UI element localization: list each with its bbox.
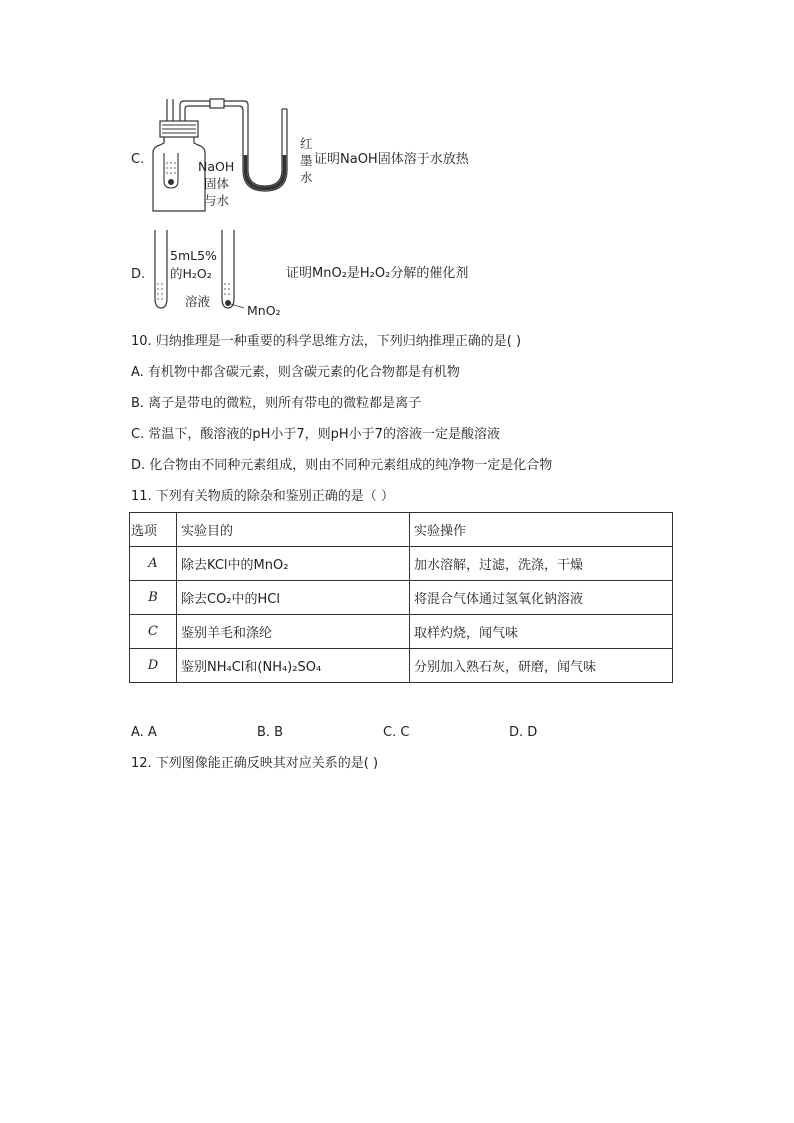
question-10-option-c: C. 常温下，酸溶液的pH小于7，则pH小于7的溶液一定是酸溶液 <box>131 427 500 442</box>
table-cell: A <box>130 547 177 581</box>
options-table <box>129 512 673 683</box>
solid-label: 固体 <box>204 176 230 191</box>
table-header-cell: 实验目的 <box>177 513 410 547</box>
mno2-label: MnO₂ <box>247 303 281 318</box>
question-10-option-d: D. 化合物由不同种元素组成，则由不同种元素组成的纯净物一定是化合物 <box>131 458 553 473</box>
table-row <box>130 615 673 649</box>
table-row <box>130 581 673 615</box>
table-row <box>130 547 673 581</box>
red-ink-label-1: 红 <box>300 136 313 151</box>
volume-label: 5mL5% <box>170 248 217 263</box>
h2o2-label: 的H₂O₂ <box>170 266 212 281</box>
solution-label: 溶液 <box>185 294 211 309</box>
question-10-option-b: B. 离子是带电的微粒，则所有带电的微粒都是离子 <box>131 396 422 411</box>
table-cell: 取样灼烧，闻气味 <box>410 615 673 649</box>
question-10-option-a: A. 有机物中都含碳元素，则含碳元素的化合物都是有机物 <box>131 365 460 380</box>
red-ink-label-2: 墨 <box>300 153 313 168</box>
table-cell: 除去KCl中的MnO₂ <box>177 547 410 581</box>
option-c-letter: C. <box>131 152 145 167</box>
answer-option-b: B. B <box>257 725 284 740</box>
with-water-label: 与水 <box>204 193 230 208</box>
table-header-cell: 实验操作 <box>410 513 673 547</box>
table-cell: B <box>130 581 177 615</box>
question-10-stem: 10. 归纳推理是一种重要的科学思维方法，下列归纳推理正确的是( ) <box>131 334 522 349</box>
option-d-purpose: 证明MnO₂是H₂O₂分解的催化剂 <box>286 266 469 281</box>
question-11-stem: 11. 下列有关物质的除杂和鉴别正确的是（ ） <box>131 489 394 504</box>
table-cell: C <box>130 615 177 649</box>
table-cell: 鉴别NH₄Cl和(NH₄)₂SO₄ <box>177 649 410 683</box>
answer-option-d: D. D <box>509 725 538 740</box>
naoh-label: NaOH <box>198 159 235 174</box>
table-header-row <box>130 513 673 547</box>
table-cell: D <box>130 649 177 683</box>
red-ink-label-3: 水 <box>300 170 313 185</box>
table-row <box>130 649 673 683</box>
question-12-stem: 12. 下列图像能正确反映其对应关系的是( ) <box>131 756 379 771</box>
table-cell: 加水溶解，过滤，洗涤，干燥 <box>410 547 673 581</box>
option-d-letter: D. <box>131 267 146 282</box>
answer-option-a: A. A <box>131 725 157 740</box>
table-cell: 分别加入熟石灰，研磨，闻气味 <box>410 649 673 683</box>
answer-option-c: C. C <box>383 725 410 740</box>
table-header-cell: 选项 <box>130 513 177 547</box>
option-c-purpose: 证明NaOH固体溶于水放热 <box>314 152 469 167</box>
table-cell: 鉴别羊毛和涤纶 <box>177 615 410 649</box>
table-cell: 将混合气体通过氢氧化钠溶液 <box>410 581 673 615</box>
table-cell: 除去CO₂中的HCl <box>177 581 410 615</box>
